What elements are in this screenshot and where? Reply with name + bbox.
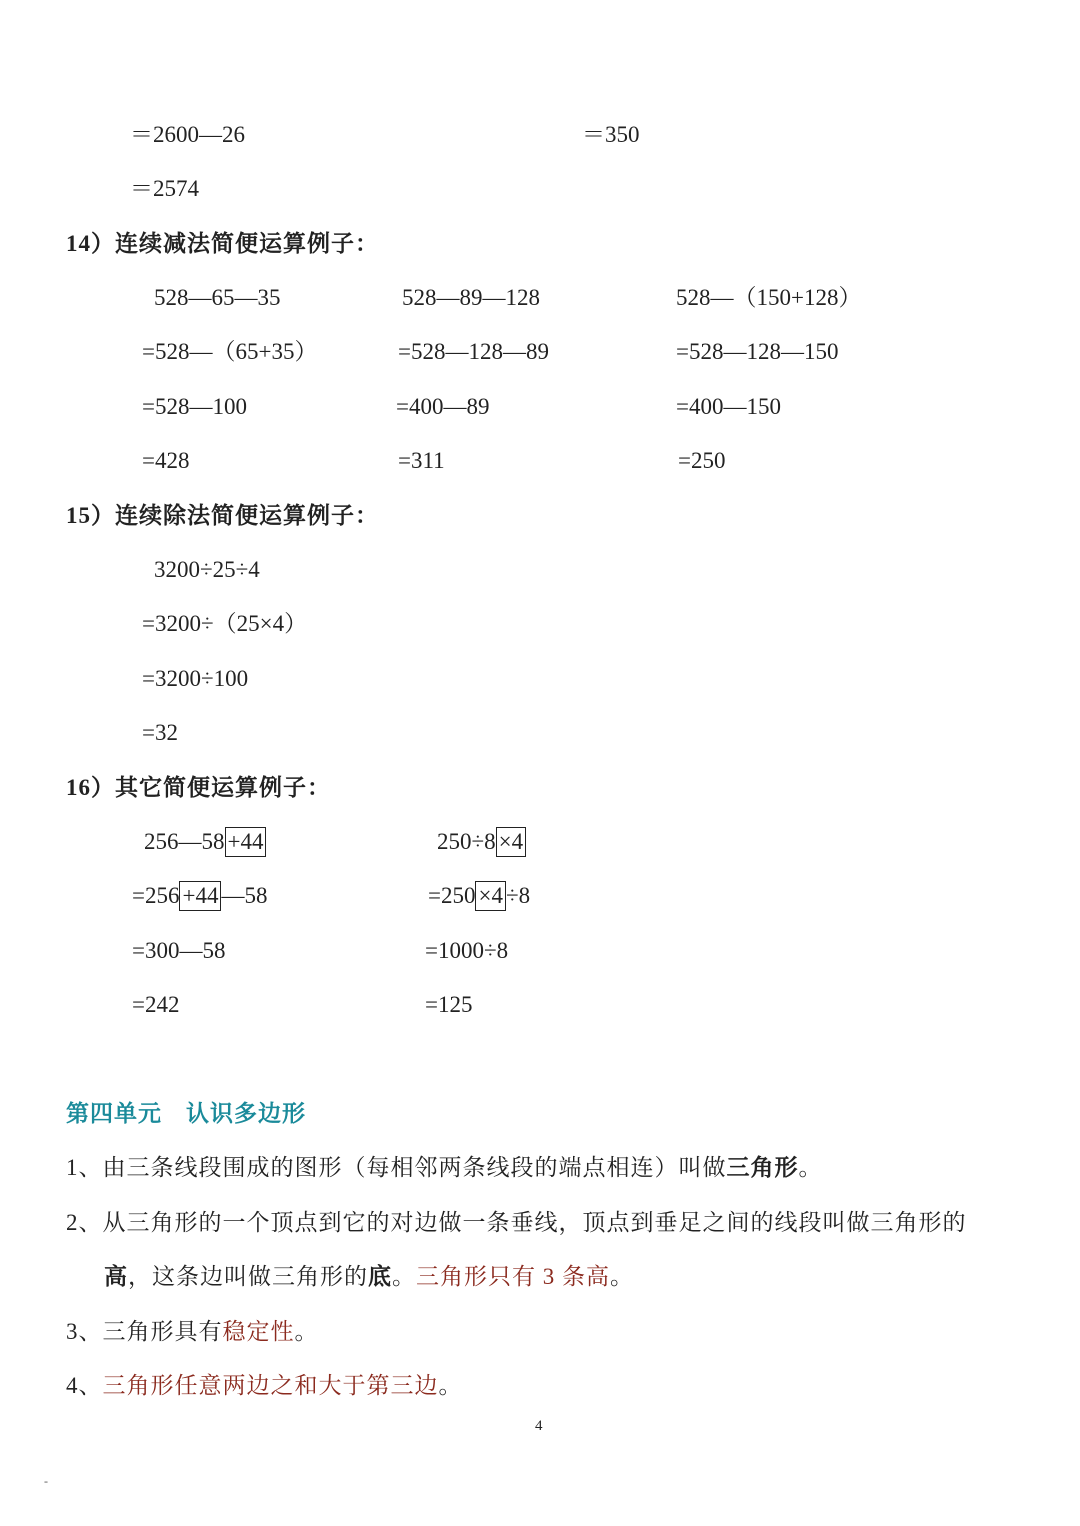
calc-line	[437, 827, 526, 857]
highlight-text: 三角形任意两边之和大于第三边	[102, 1373, 439, 1398]
page-number: 4	[535, 1418, 543, 1434]
paragraph-1	[66, 1153, 823, 1183]
calc-line: ＝2600—26	[130, 122, 245, 147]
boxed-term: ×4	[475, 881, 505, 911]
calc-line: =250	[678, 448, 726, 473]
text-run: 。	[610, 1264, 634, 1289]
calc-line: 528—（150+128）	[676, 285, 862, 310]
term-triangle: 三角形	[726, 1155, 799, 1180]
calc-line: =400—89	[396, 394, 490, 419]
calc-part: 250÷8	[437, 829, 496, 854]
calc-line: =428	[142, 448, 190, 473]
text-run: 4、	[66, 1373, 103, 1398]
text-run: ，这条边叫做三角形的	[128, 1264, 368, 1289]
text-run: 。	[438, 1373, 463, 1398]
calc-part: =250	[428, 883, 476, 908]
highlight-text: 稳定性	[222, 1319, 295, 1344]
calc-line: =528—100	[142, 394, 247, 419]
calc-part: 256—58	[144, 829, 225, 854]
calc-part: —58	[221, 883, 268, 908]
calc-line: 528—65—35	[154, 285, 281, 310]
calc-line: =528—128—89	[398, 339, 549, 364]
calc-line	[428, 881, 530, 911]
section-15-title: 15）连续除法简便运算例子：	[66, 503, 379, 528]
calc-line: =400—150	[676, 394, 781, 419]
highlight-text: 三角形只有 3 条高	[416, 1264, 610, 1289]
paragraph-4	[66, 1371, 463, 1401]
calc-line: =528—128—150	[676, 339, 839, 364]
calc-line: =3200÷（25×4）	[142, 611, 308, 636]
calc-line: =125	[425, 992, 473, 1017]
calc-line: =242	[132, 992, 180, 1017]
term-height: 高	[104, 1264, 128, 1289]
text-run: 。	[798, 1155, 823, 1180]
text-run: 。	[294, 1319, 319, 1344]
text-run: 。	[392, 1264, 416, 1289]
text-run: 3、三角形具有	[66, 1319, 223, 1344]
calc-line: 528—89—128	[402, 285, 540, 310]
calc-line: ＝350	[582, 122, 640, 147]
unit-title: 第四单元 认识多边形	[66, 1101, 306, 1126]
calc-line: =32	[142, 720, 178, 745]
section-16-title: 16）其它简便运算例子：	[66, 775, 331, 800]
calc-line: =1000÷8	[425, 938, 509, 963]
text-run: 1、由三条线段围成的图形（每相邻两条线段的端点相连）叫做	[66, 1155, 727, 1180]
section-14-title: 14）连续减法简便运算例子：	[66, 231, 379, 256]
corner-mark: -	[44, 1474, 48, 1488]
boxed-term: ×4	[496, 827, 526, 857]
calc-line	[144, 827, 266, 857]
calc-part: ÷8	[505, 883, 531, 908]
paragraph-2-cont	[104, 1262, 634, 1292]
calc-line: =300—58	[132, 938, 226, 963]
boxed-term: +44	[179, 881, 221, 911]
paragraph-3	[66, 1317, 319, 1347]
boxed-term: +44	[225, 827, 267, 857]
calc-line: =311	[398, 448, 445, 473]
term-base: 底	[368, 1264, 392, 1289]
paragraph-2: 2、从三角形的一个顶点到它的对边做一条垂线，顶点到垂足之间的线段叫做三角形的	[66, 1210, 967, 1235]
calc-line: 3200÷25÷4	[154, 557, 260, 582]
calc-part: =256	[132, 883, 180, 908]
calc-line: ＝2574	[130, 176, 199, 201]
calc-line: =3200÷100	[142, 666, 249, 691]
calc-line	[132, 881, 267, 911]
calc-line: =528—（65+35）	[142, 339, 318, 364]
